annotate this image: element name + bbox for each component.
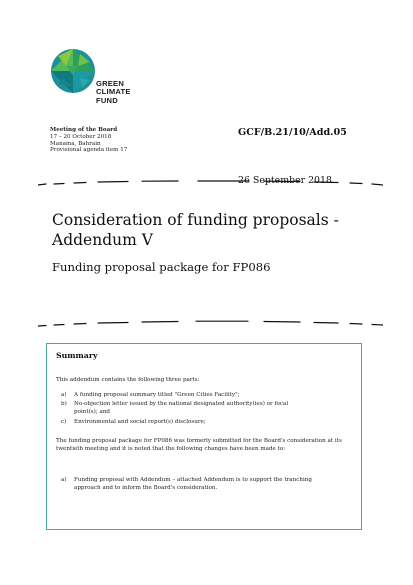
document-id: GCF/B.21/10/Add.05 xyxy=(238,127,347,138)
divider-bottom xyxy=(38,318,383,328)
meeting-dates: 17 – 20 October 2018 xyxy=(50,133,112,140)
logo-line-3: FUND xyxy=(96,95,118,105)
list-item-label: a) xyxy=(61,392,67,398)
list-item xyxy=(61,400,309,416)
list-item-text: No-objection letter issued by the national designated authority(ies) or focal point(s); and xyxy=(74,401,289,416)
agenda-item: Provisional agenda item 17 xyxy=(50,147,128,154)
divider-top xyxy=(38,178,383,188)
logo-line-2: CLIMATE xyxy=(96,87,131,97)
list-item-text: A funding proposal summary titled "Green Cities Facility"; xyxy=(74,392,240,398)
list-item-text: Funding proposal with Addendum – attached Addendum is to support the tranching approach and to inform the Board's consideration. xyxy=(74,477,312,492)
meeting-name: Meeting of the Board xyxy=(50,127,118,133)
list-item-label: a) xyxy=(61,477,67,483)
logo-line-1: GREEN xyxy=(96,79,125,88)
summary-box xyxy=(46,343,362,530)
green-climate-fund-logo-icon xyxy=(50,48,96,94)
document-date: 26 September 2018 xyxy=(238,175,332,186)
summary-paragraph: The funding proposal package for FP086 was formerly submitted for the Board's consideration at its twentieth meeting and it is noted that the following changes have been made to: xyxy=(56,438,342,453)
page-title xyxy=(52,210,382,250)
list-item-label: c) xyxy=(61,419,67,425)
list-item xyxy=(61,391,344,399)
list-item xyxy=(61,418,344,426)
meeting-info xyxy=(50,127,127,154)
list-item-label: b) xyxy=(61,401,67,407)
meeting-place: Manama, Bahrain xyxy=(50,140,101,147)
list-item xyxy=(61,476,319,492)
page-subtitle: Funding proposal package for FP086 xyxy=(52,260,271,274)
list-item-text: Environmental and social report(s) disclosure; xyxy=(74,419,206,425)
title-line-1: Consideration of funding proposals - xyxy=(52,211,339,229)
title-line-2: Addendum V xyxy=(52,231,153,249)
summary-heading: Summary xyxy=(56,351,98,360)
summary-intro: This addendum contains the following three parts: xyxy=(56,377,200,383)
logo-wordmark xyxy=(96,80,131,105)
